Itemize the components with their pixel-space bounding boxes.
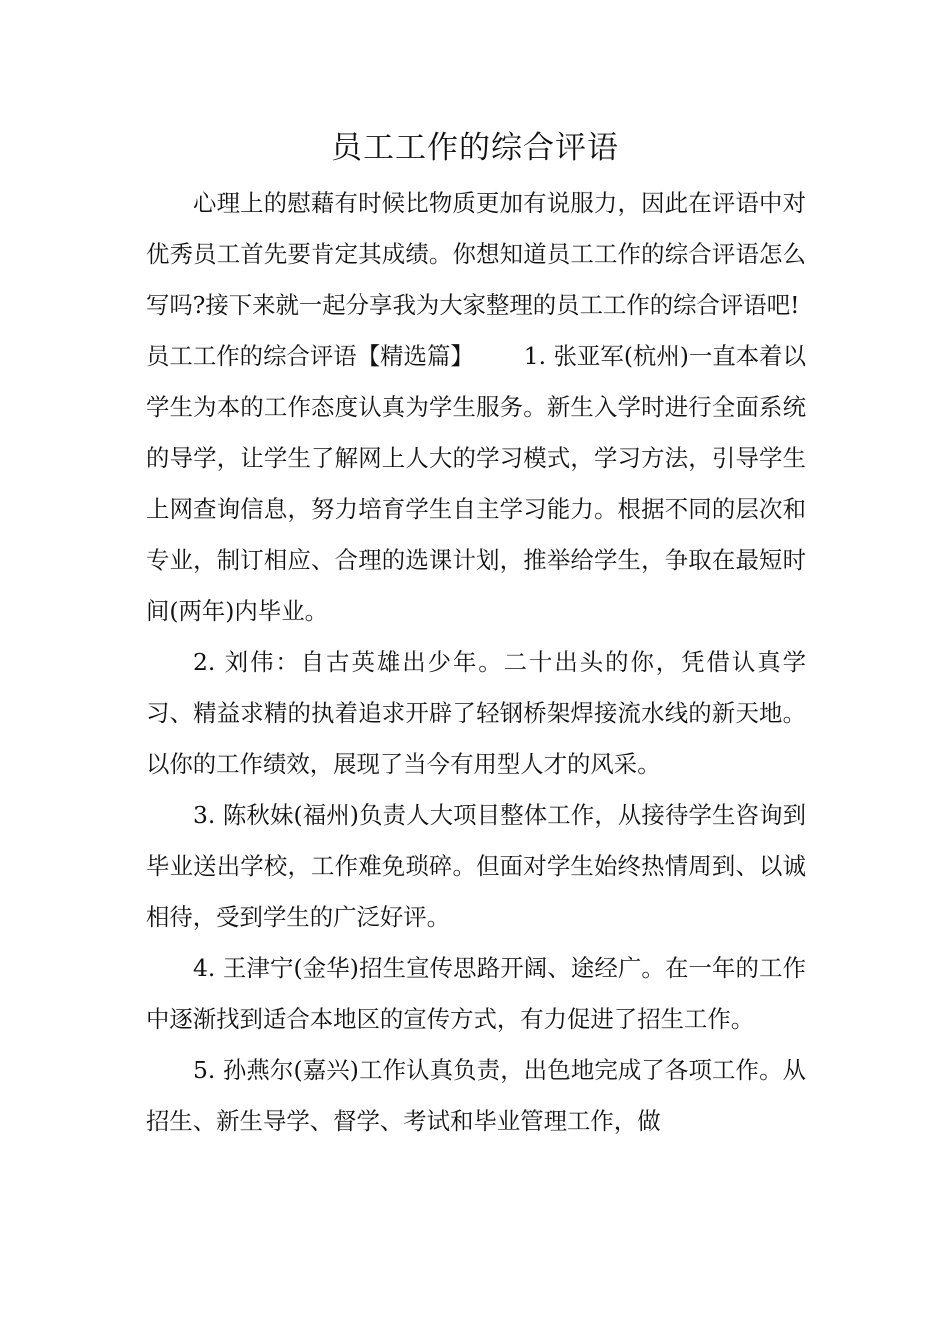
paragraph-4: 4. 王津宁(金华)招生宣传思路开阔、途经广。在一年的工作中逐渐找到适合本地区的宣传方式，有力促进了招生工作。 [146,954,806,1033]
intro-paragraph: 心理上的慰藉有时候比物质更加有说服力，因此在评语中对优秀员工首先要肯定其成绩。你想知道员工工作的综合评语怎么写吗?接下来就一起分享我为大家整理的员工工作的综合评语吧! [146,189,806,319]
paragraph-3: 3. 陈秋妹(福州)负责人大项目整体工作，从接待学生咨询到毕业送出学校，工作难免琐碎。但面对学生始终热情周到、以诚相待，受到学生的广泛好评。 [146,801,806,931]
paragraph-5: 5. 孙燕尔(嘉兴)工作认真负责，出色地完成了各项工作。从招生、新生导学、督学、考试和毕业管理工作，做 [146,1056,806,1135]
section-heading: 员工工作的综合评语【精选篇】 [146,342,474,370]
document-title: 员工工作的综合评语 [331,130,619,166]
document-body [146,178,806,1147]
section-paragraph-1 [146,331,806,637]
paragraph-1: 1. 张亚军(杭州)一直本着以学生为本的工作态度认真为学生服务。新生入学时进行全面系统的导学，让学生了解网上人大的学习模式，学习方法，引导学生上网查询信息，努力培育学生自主学习能力。根据不同的层次和专业，制订相应、合理的选课计划，推举给学生，争取在最短时间(两年)内毕业。 [146,342,806,625]
paragraph-2: 2. 刘伟：自古英雄出少年。二十出头的你，凭借认真学习、精益求精的执着追求开辟了轻钢桥架焊接流水线的新天地。以你的工作绩效，展现了当今有用型人才的风采。 [146,648,806,778]
